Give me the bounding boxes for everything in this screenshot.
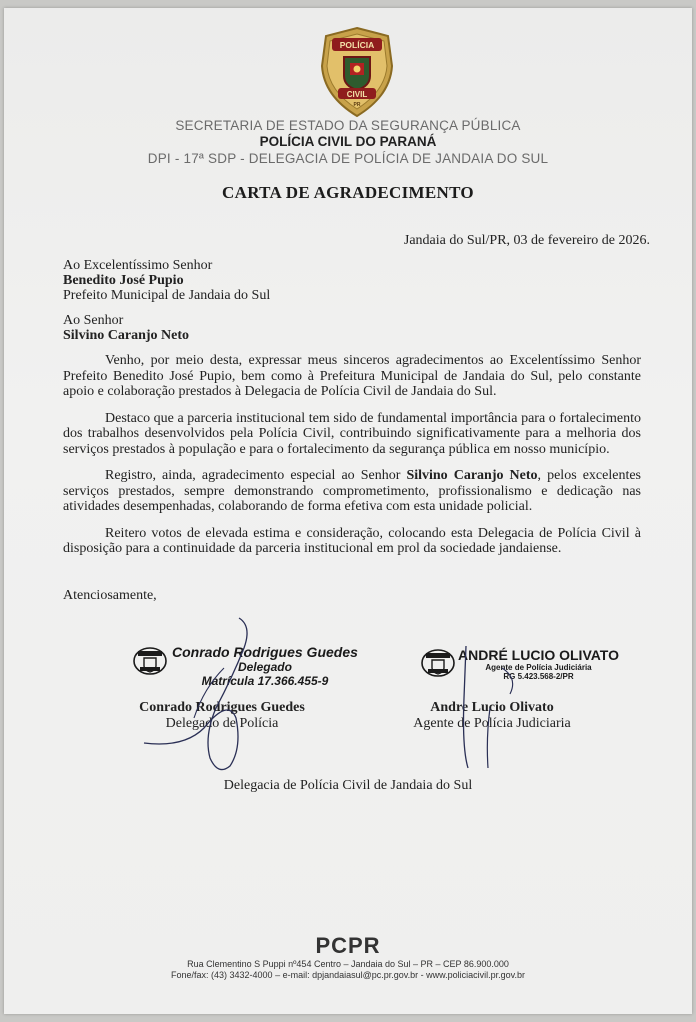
signer2-role: Agente de Polícia Judiciaria [413,716,571,731]
footer-contact: Fone/fax: (43) 3432-4000 – e-mail: dpjandaiasul@pc.pr.gov.br - www.policiacivil.pr.gov.br [171,970,525,980]
signer1-role: Delegado de Polícia [165,716,279,731]
footer-address: Rua Clementino S Puppi nº454 Centro – Jandaia do Sul – PR – CEP 86.900.000 [187,959,509,969]
recipient1-role: Prefeito Municipal de Jandaia do Sul [63,288,271,303]
paragraph-3 [63,468,641,515]
signer1-name: Conrado Rodrigues Guedes [139,700,305,715]
signer2-stamp-title: Agente de Polícia Judiciária [485,663,592,672]
paragraph-2: Destaco que a parceria institucional tem sido de fundamental importância para o fortalecimento dos trabalhos desenvolvidos pela Polícia Civil, contribuindo significativamente para a melhoria dos serviços prestados à população e para o fortalecimento da segurança pública em nosso município. [63,410,641,457]
recipient1-name: Benedito José Pupio [63,273,184,288]
badge-top-text: POLÍCIA [339,40,375,50]
stamp-badge-icon [420,648,456,678]
delegacia-footer-line: Delegacia de Polícia Civil de Jandaia do Sul [223,778,473,793]
signer1-stamp-name: Conrado Rodrigues Guedes [172,644,358,660]
recipient1-salutation: Ao Excelentíssimo Senhor [63,258,213,273]
paragraph-3-start: Registro, ainda, agradecimento especial ao Senhor [105,468,407,483]
header-policia-civil: POLÍCIA CIVIL DO PARANÁ [259,134,437,149]
letter-body [63,353,641,568]
signer2-stamp-name: ANDRÉ LUCIO OLIVATO [458,647,619,663]
letter-date: Jandaia do Sul/PR, 03 de fevereiro de 2026. [403,233,650,248]
closing-text: Atenciosamente, [63,588,157,603]
badge-bottom-text: CIVIL [346,90,368,99]
header-secretaria: SECRETARIA DE ESTADO DA SEGURANÇA PÚBLICA [175,118,521,133]
policia-civil-badge-icon [318,26,396,118]
paragraph-3-end: , pelos excelentes serviços prestados, sempre demonstrando comprometimento, profissionalismo e dedicação nas atividades desempenhadas, colaborando de forma efetiva com esta unidade policial. [63,468,641,514]
recipient2-name: Silvino Caranjo Neto [63,328,189,343]
paragraph-4: Reitero votos de elevada estima e consideração, colocando esta Delegacia de Polícia Civil à disposição para a continuidade da parceria institucional em prol da sociedade jandaiense. [63,525,641,556]
signer1-signature [124,608,324,778]
signer2-stamp [458,647,619,681]
pcpr-logo: PCPR [315,933,381,958]
paragraph-3-highlight: Silvino Caranjo Neto [406,468,538,483]
signer2-name: Andre Lucio Olivato [430,700,554,715]
recipient2-salutation: Ao Senhor [63,313,124,328]
signer1-stamp [172,644,358,688]
stamp-badge-icon [132,646,168,676]
signer1-stamp-title: Delegado [237,660,292,674]
signer2-stamp-id: RG 5.423.568-2/PR [503,672,574,681]
letter-title: CARTA DE AGRADECIMENTO [222,183,474,202]
paragraph-1: Venho, por meio desta, expressar meus sinceros agradecimentos ao Excelentíssimo Senhor Prefeito Benedito José Pupio, bem como à Prefeitura Municipal de Jandaia do Sul, pelo constante apoio e colaboração prestados à Delegacia de Polícia Civil de Jandaia do Sul. [63,353,641,399]
signer1-stamp-id: Matrícula 17.366.455-9 [201,674,329,688]
badge-state-text: PR [353,102,361,108]
letter-page [4,8,692,1014]
header-delegacia: DPI - 17ª SDP - DELEGACIA DE POLÍCIA DE JANDAIA DO SUL [147,151,549,166]
